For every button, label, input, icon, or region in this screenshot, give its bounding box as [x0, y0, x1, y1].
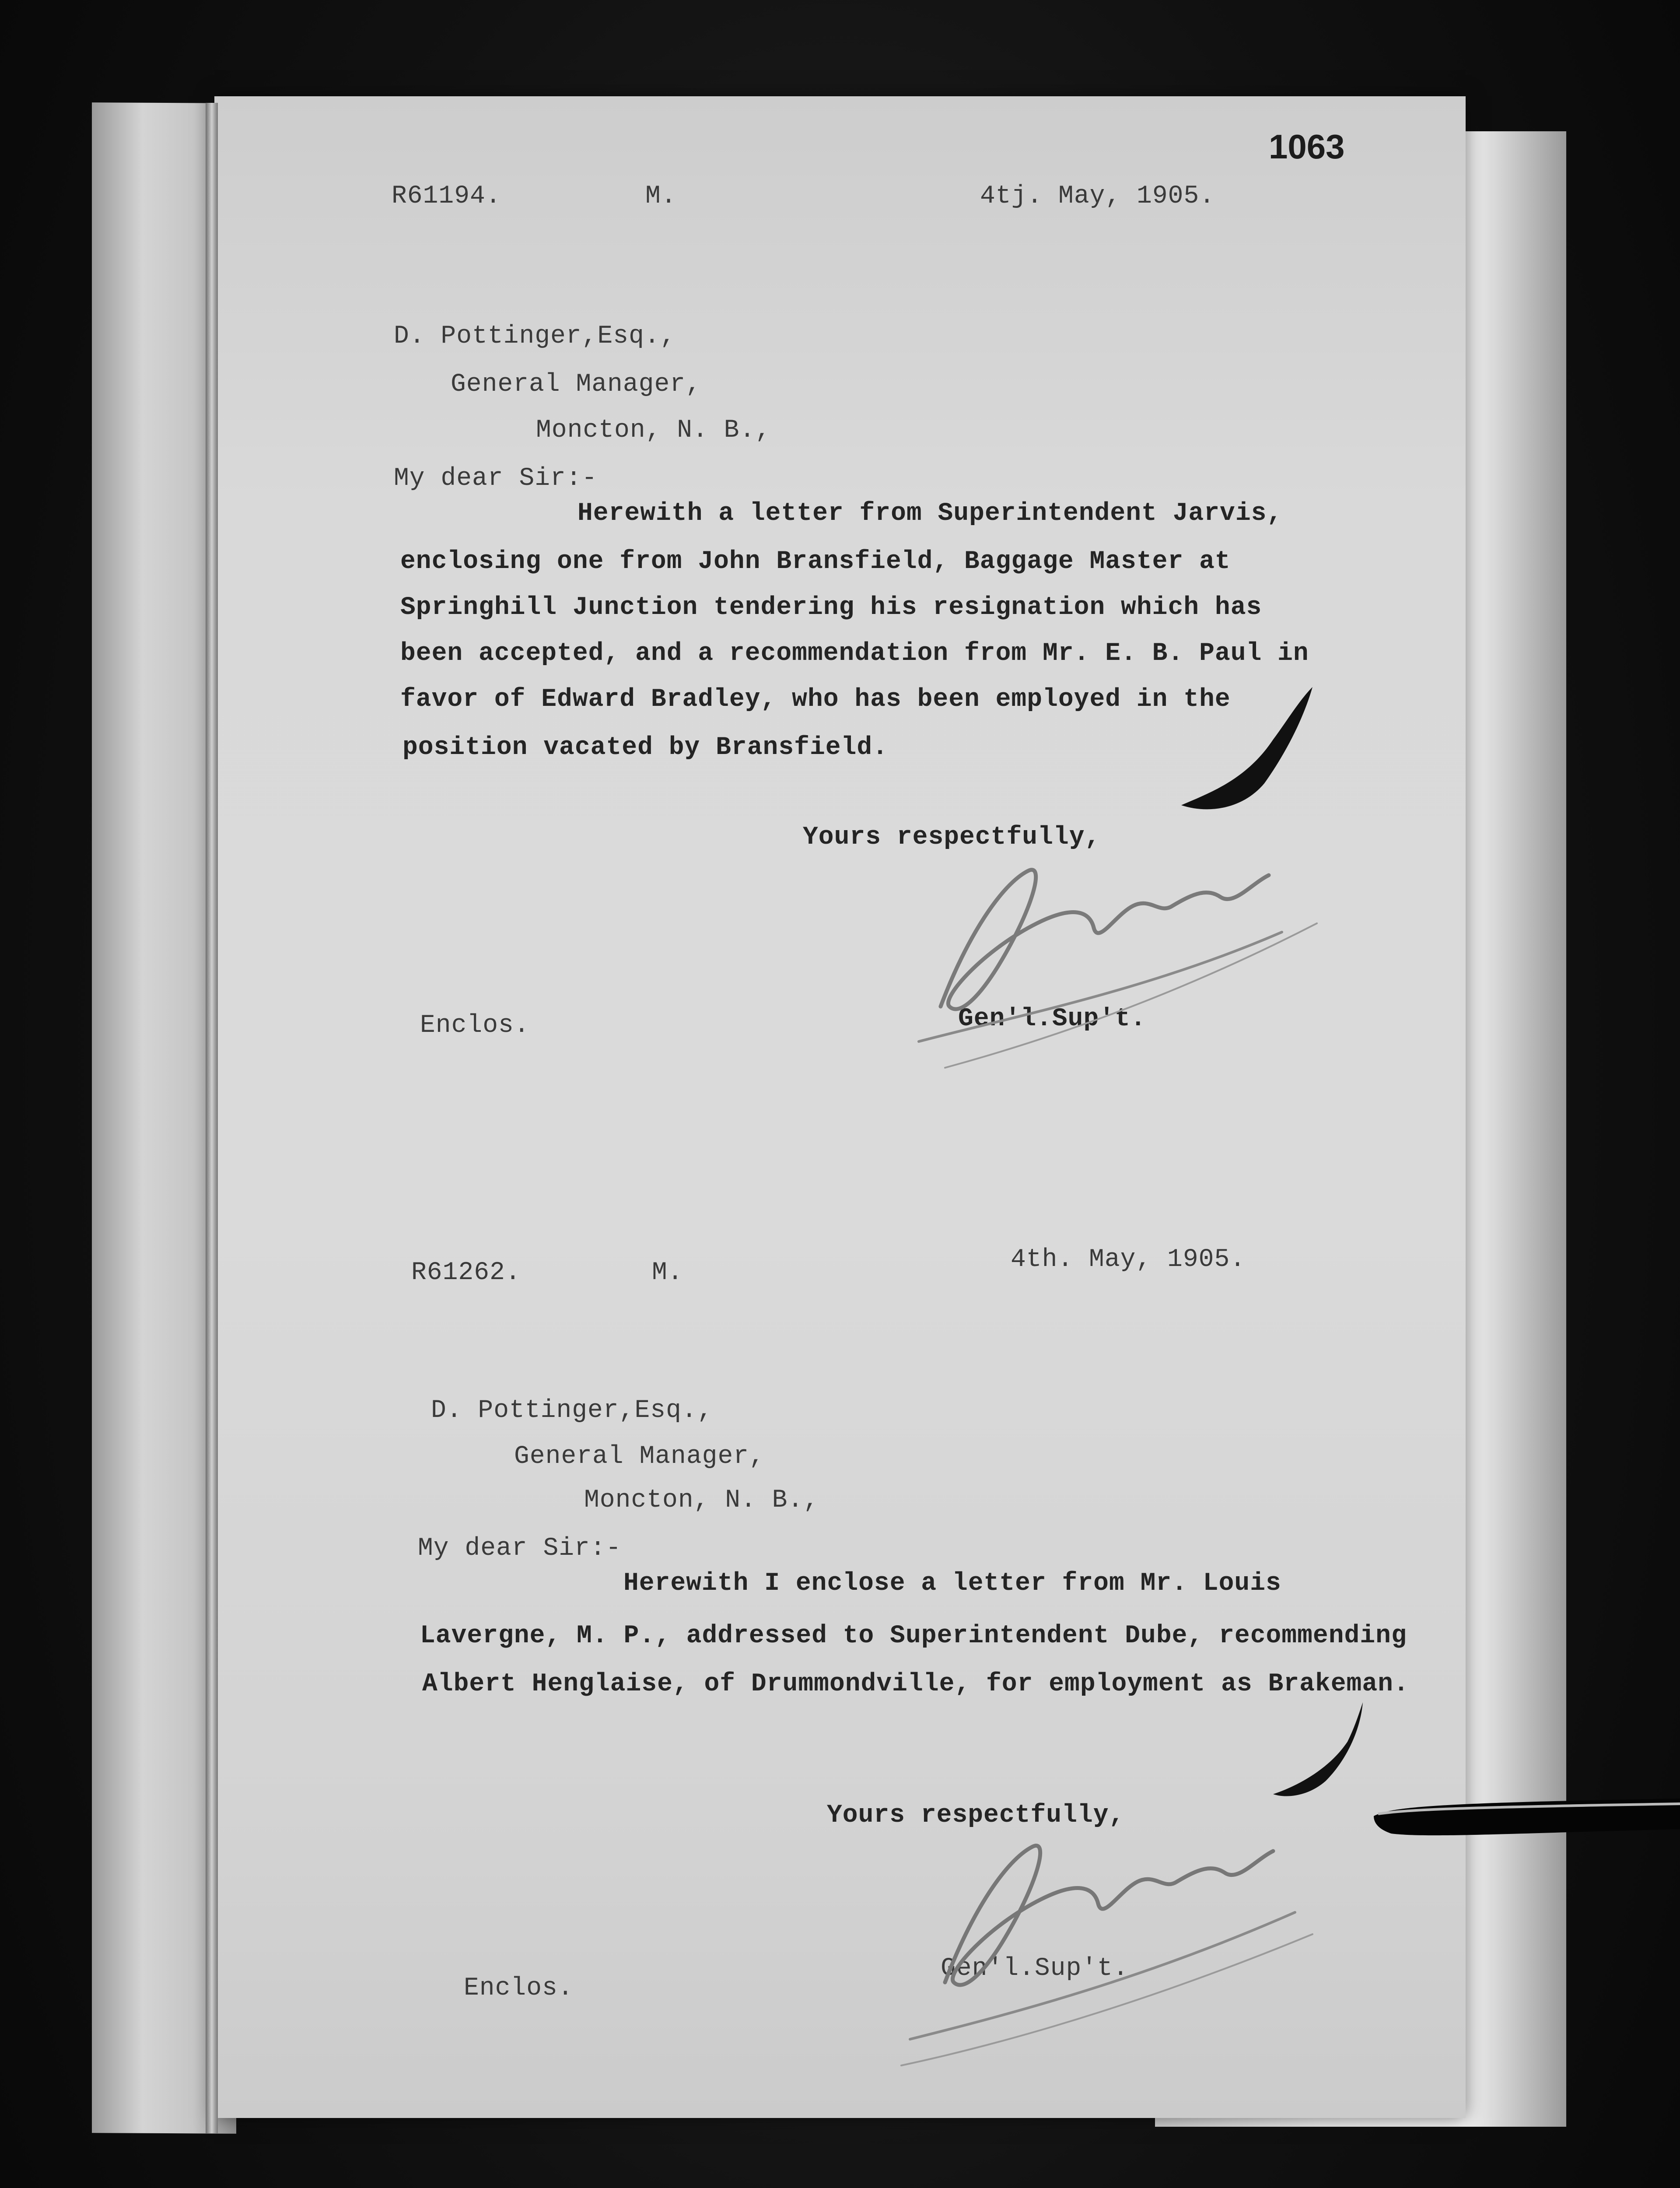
folio-number: 1063: [1269, 127, 1345, 166]
body-line: Herewith I enclose a letter from Mr. Louis: [623, 1569, 1281, 1598]
signer-title: Gen'l.Sup't.: [941, 1954, 1129, 1983]
addressee-city: Moncton, N. B.,: [536, 416, 771, 445]
body-line: enclosing one from John Bransfield, Baggage Master at: [400, 547, 1231, 576]
salutation: My dear Sir:-: [394, 464, 598, 493]
body-line: Albert Henglaise, of Drummondville, for employment as Brakeman.: [422, 1670, 1409, 1698]
signer-title: Gen'l.Sup't.: [958, 1005, 1146, 1033]
body-line: Lavergne, M. P., addressed to Superintendent Dube, recommending: [420, 1622, 1407, 1650]
signature-mark: [884, 1794, 1321, 2079]
ink-stroke-mark: [1172, 683, 1321, 823]
enclosure-note: Enclos.: [420, 1011, 530, 1040]
closing: Yours respectfully,: [827, 1801, 1125, 1830]
letter-reference: R61194.: [392, 182, 501, 210]
body-line: Herewith a letter from Superintendent Jarvis,: [578, 499, 1283, 528]
body-line: been accepted, and a recommendation from Mr. E. B. Paul in: [400, 639, 1309, 668]
salutation: My dear Sir:-: [418, 1534, 622, 1563]
body-line: Springhill Junction tendering his resignation which has: [400, 593, 1262, 622]
letter-initial: M.: [645, 182, 677, 210]
closing: Yours respectfully,: [803, 823, 1101, 852]
addressee-title: General Manager,: [514, 1442, 765, 1471]
enclosure-note: Enclos.: [464, 1974, 574, 2002]
binding-edge: [206, 103, 218, 2133]
body-line: favor of Edward Bradley, who has been employed in the: [400, 685, 1231, 714]
signature-mark: [888, 823, 1348, 1094]
pen-pointer: [1374, 1799, 1680, 1860]
addressee-city: Moncton, N. B.,: [584, 1486, 819, 1515]
letter-reference: R61262.: [411, 1259, 521, 1287]
letter-date: 4tj. May, 1905.: [980, 182, 1215, 210]
addressee-name: D. Pottinger,Esq.,: [394, 322, 676, 351]
letter-initial: M.: [652, 1259, 683, 1287]
ink-stroke-mark: [1264, 1698, 1369, 1803]
addressee-title: General Manager,: [451, 370, 701, 399]
body-line: position vacated by Bransfield.: [402, 733, 888, 762]
letter-date: 4th. May, 1905.: [1011, 1245, 1246, 1274]
addressee-name: D. Pottinger,Esq.,: [431, 1396, 713, 1425]
